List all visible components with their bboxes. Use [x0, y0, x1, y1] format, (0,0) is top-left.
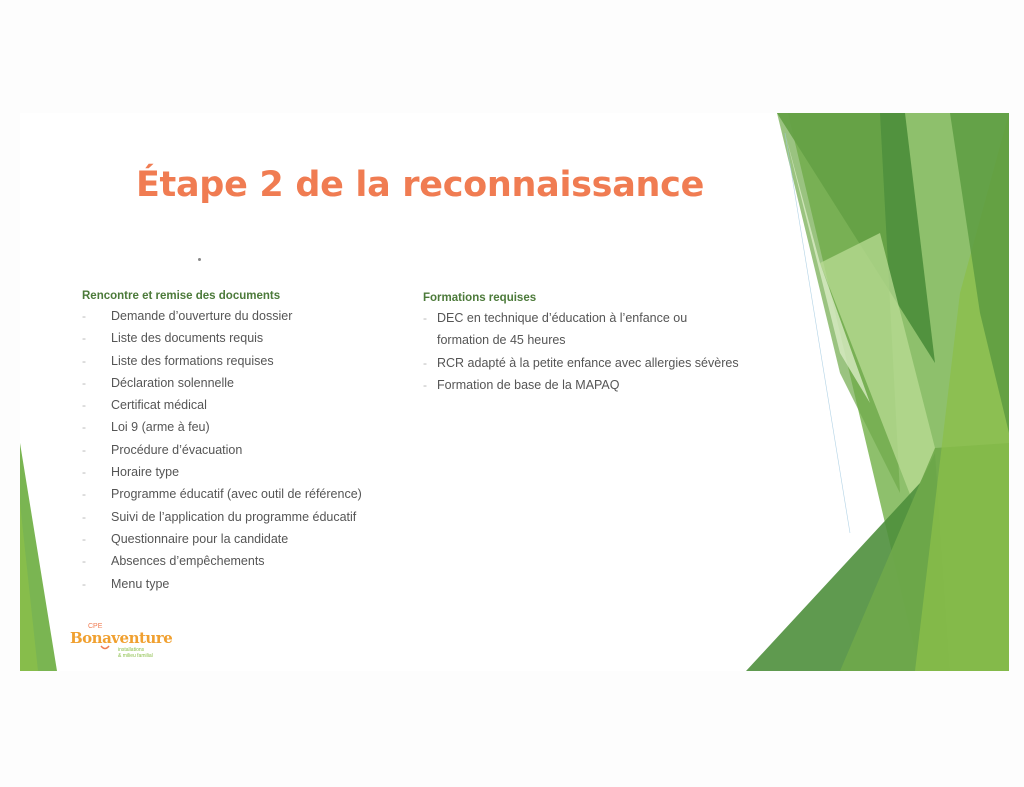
bullet-dash: -	[423, 377, 427, 392]
list-item-text: Suivi de l’application du programme éducatif	[111, 509, 357, 524]
bullet-dash: -	[82, 442, 86, 457]
list-item-text: Certificat médical	[111, 398, 207, 413]
slide	[20, 113, 1009, 671]
list-item-text: Loi 9 (arme à feu)	[111, 420, 210, 435]
list-item	[423, 311, 783, 333]
list-item	[82, 331, 412, 353]
bullet-dash: -	[82, 465, 86, 480]
list-item	[82, 309, 412, 331]
slide-title: Étape 2 de la reconnaissance	[135, 165, 705, 205]
formations-list	[423, 311, 783, 400]
bullet-dash: -	[423, 311, 427, 325]
bullet-dash: -	[82, 531, 86, 546]
logo-tagline-line-2: & milieu familial	[118, 653, 153, 659]
list-item-text: formation de 45 heures	[437, 333, 566, 348]
bullet-dash: -	[82, 420, 86, 435]
list-item-text: Programme éducatif (avec outil de référence)	[111, 487, 362, 502]
list-item	[423, 378, 783, 400]
list-item	[82, 554, 412, 576]
list-item-text: Déclaration solennelle	[111, 375, 234, 390]
bullet-dash: -	[82, 309, 86, 323]
list-item	[82, 420, 412, 442]
list-item	[82, 465, 412, 487]
list-item-text: Absences d’empêchements	[111, 554, 265, 569]
list-item-text: Procédure d’évacuation	[111, 442, 243, 457]
right-column	[423, 291, 783, 400]
list-item	[423, 333, 783, 355]
bullet-dash: -	[423, 355, 427, 370]
list-item-text: Demande d’ouverture du dossier	[111, 309, 293, 323]
bullet-dash: -	[82, 554, 86, 569]
bullet-dash: -	[82, 353, 86, 368]
list-item	[82, 443, 412, 465]
list-item	[82, 376, 412, 398]
list-item-text: RCR adapté à la petite enfance avec allergies sévères	[437, 355, 739, 370]
section-heading-formations: Formations requises	[423, 292, 537, 304]
list-item	[82, 577, 412, 599]
list-item	[423, 356, 783, 378]
list-item-text: Horaire type	[111, 465, 180, 480]
documents-list	[82, 309, 412, 599]
bullet-dash: -	[82, 398, 86, 413]
bullet-dash: -	[82, 509, 86, 524]
logo-tagline-line-1: installations	[118, 647, 145, 653]
list-item	[82, 532, 412, 554]
list-item-text: Liste des documents requis	[111, 331, 264, 346]
list-item-text: Menu type	[111, 576, 170, 591]
scan-speck	[198, 258, 201, 261]
list-item	[82, 398, 412, 420]
bullet-dash: -	[82, 375, 86, 390]
list-item-text: DEC en technique d’éducation à l’enfance ou	[437, 311, 688, 325]
list-item	[82, 487, 412, 509]
list-item	[82, 354, 412, 376]
logo-prefix: CPE	[88, 623, 103, 630]
logo-name: Bonaventure	[70, 629, 173, 647]
list-item-text: Questionnaire pour la candidate	[111, 531, 289, 546]
bullet-dash: -	[82, 487, 86, 502]
list-item-text: Formation de base de la MAPAQ	[437, 377, 620, 392]
list-item	[82, 510, 412, 532]
left-column	[82, 289, 412, 599]
cpe-logo	[70, 623, 173, 663]
bullet-dash: -	[82, 576, 86, 591]
bullet-dash: -	[82, 331, 86, 346]
section-heading-documents: Rencontre et remise des documents	[82, 290, 281, 302]
logo-tagline	[118, 647, 178, 659]
list-item-text: Liste des formations requises	[111, 353, 274, 368]
smile-icon	[100, 645, 110, 651]
